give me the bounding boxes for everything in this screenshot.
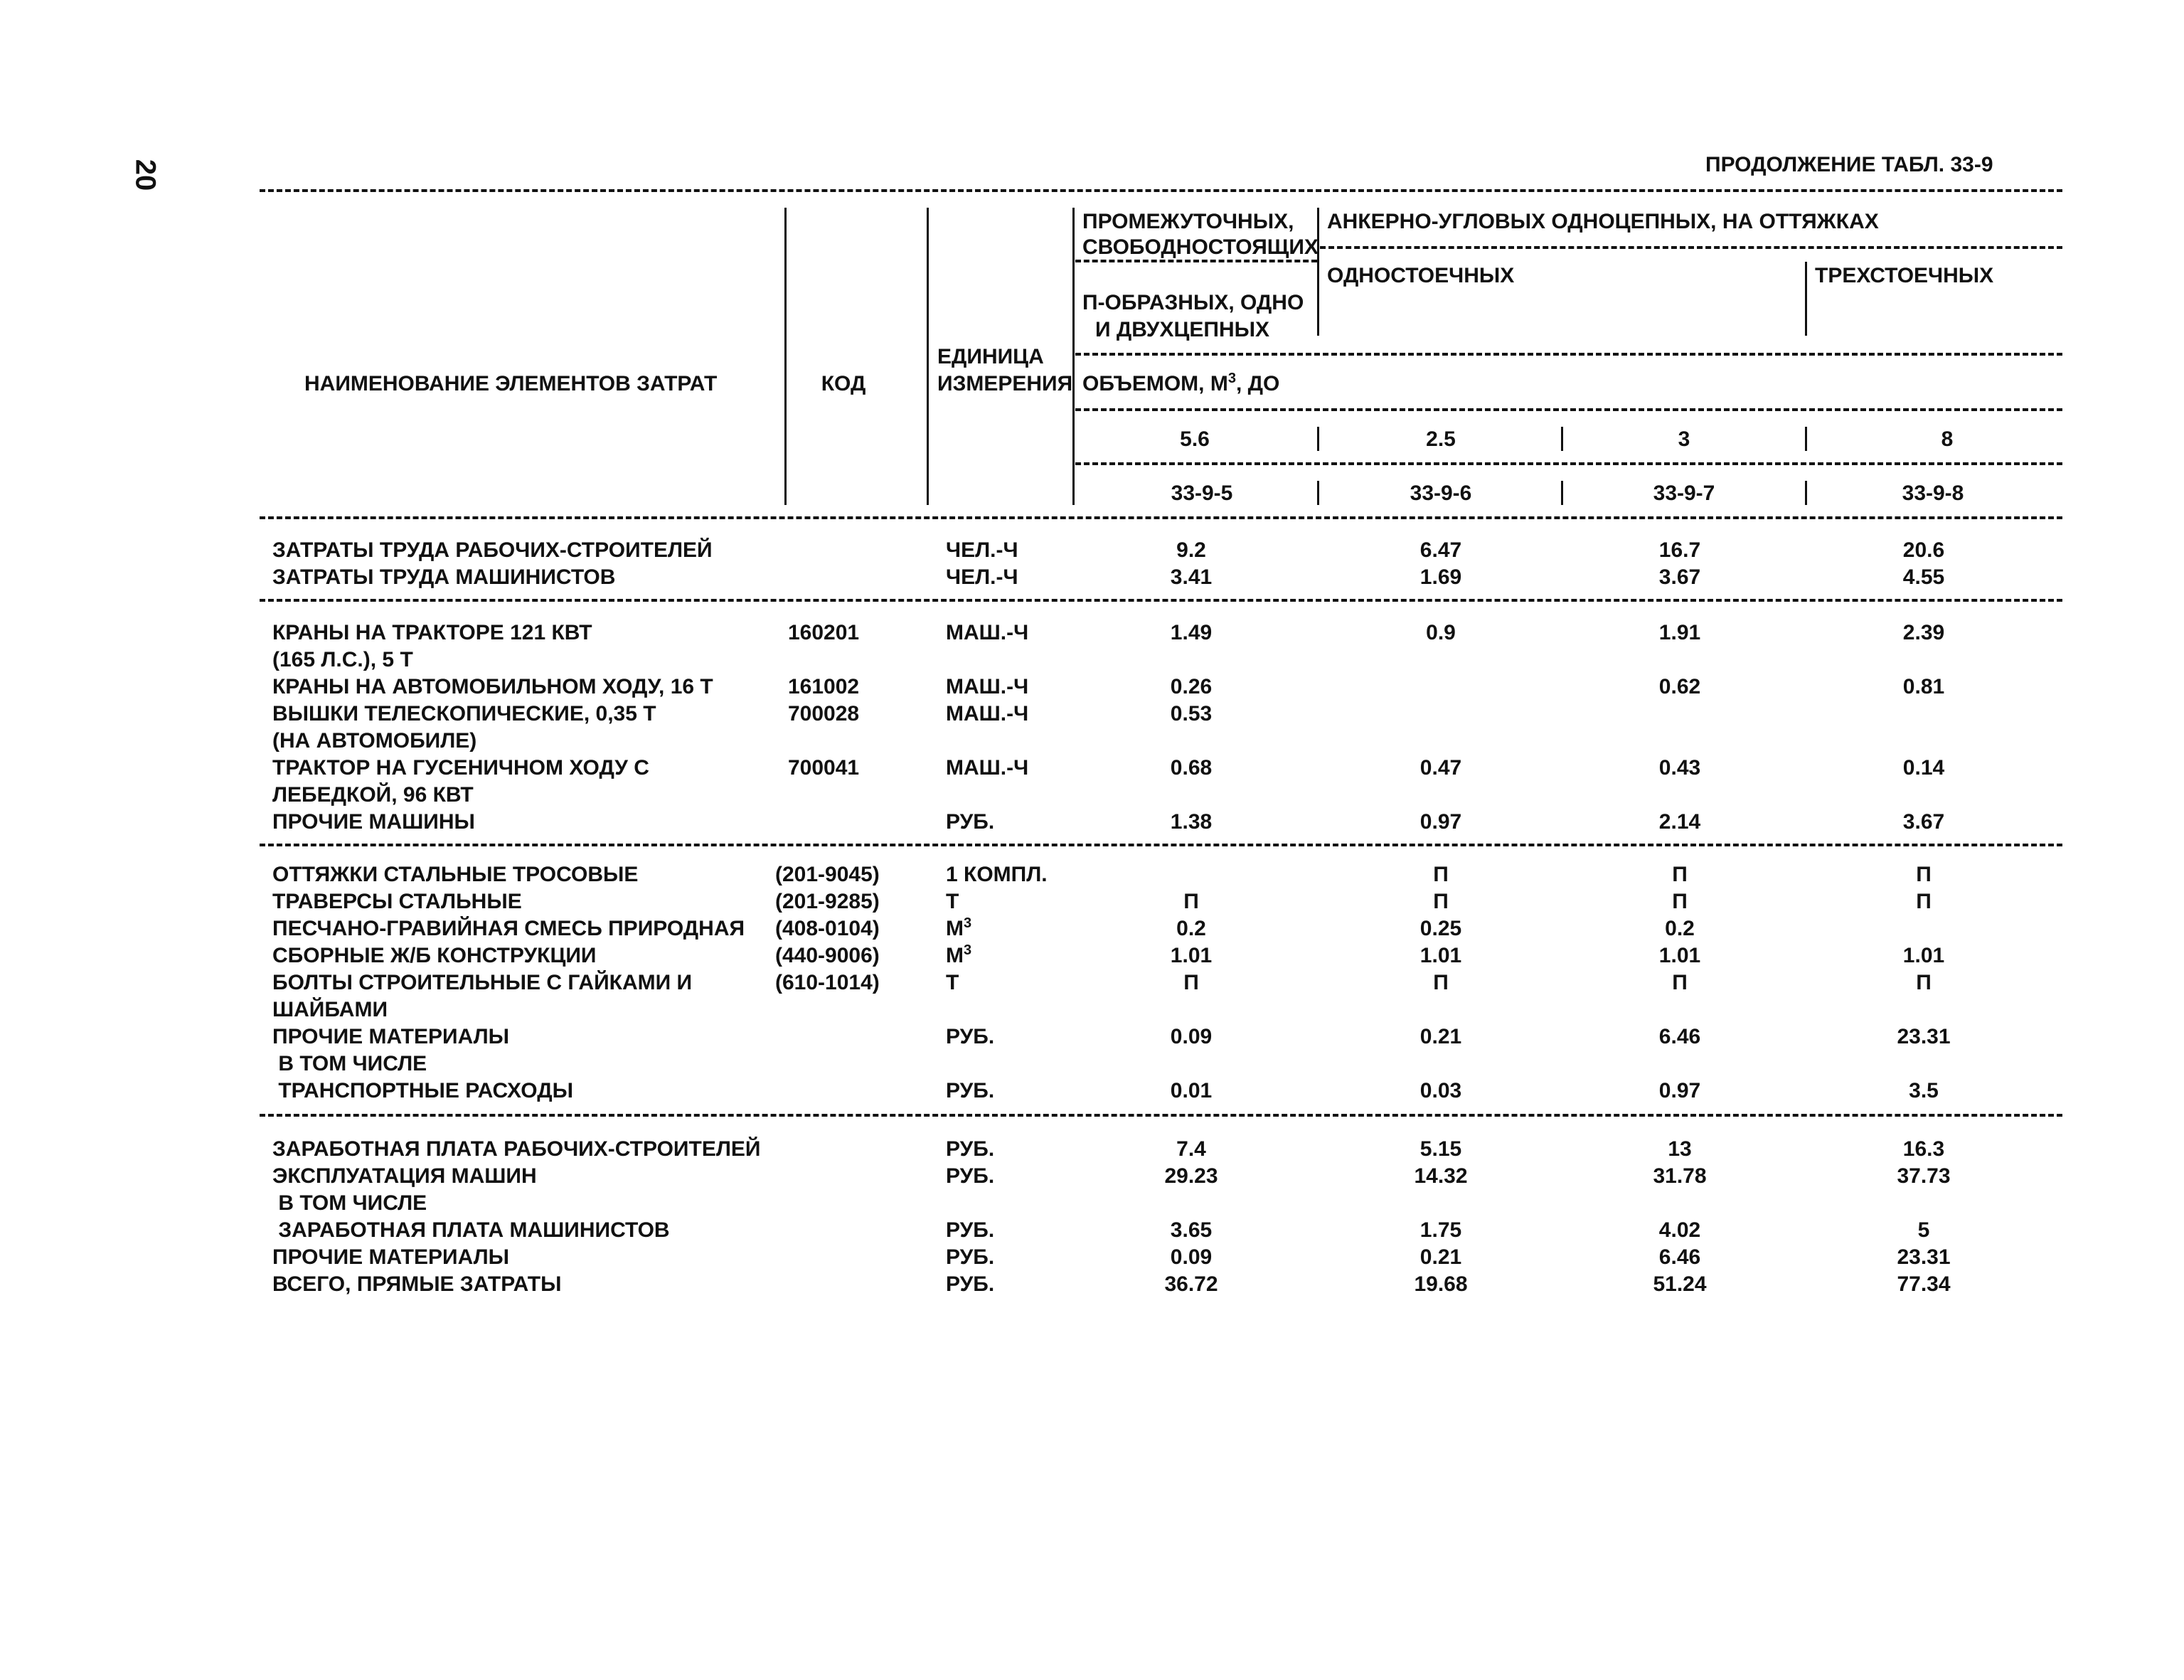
row-value-3: 51.24 xyxy=(1653,1272,1707,1296)
row-value-4: П xyxy=(1916,890,1932,913)
row-value-2: П xyxy=(1433,863,1449,886)
row-name: (НА АВТОМОБИЛЕ) xyxy=(272,729,477,753)
header-odno: ОДНОСТОЕЧНЫХ xyxy=(1327,264,1515,287)
row-name: ОТТЯЖКИ СТАЛЬНЫЕ ТРОСОВЫЕ xyxy=(272,863,639,886)
row-unit: 1 КОМПЛ. xyxy=(946,863,1048,886)
row-unit: МАШ.-Ч xyxy=(946,621,1029,644)
header-unit-line1: ЕДИНИЦА xyxy=(937,345,1044,368)
table-code-4: 33-9-8 xyxy=(1902,482,1964,505)
row-value-1: П xyxy=(1183,890,1199,913)
header-treh: ТРЕХСТОЕЧНЫХ xyxy=(1815,264,1994,287)
row-name: ПРОЧИЕ МАШИНЫ xyxy=(272,810,475,834)
section-rule-3 xyxy=(260,1114,2062,1117)
row-unit: МАШ.-Ч xyxy=(946,756,1029,780)
row-code: (440-9006) xyxy=(775,944,880,967)
page-number: 20 xyxy=(129,159,161,191)
row-unit: ЧЕЛ.-Ч xyxy=(946,565,1018,589)
row-value-2: 14.32 xyxy=(1414,1164,1468,1188)
row-value-3: 1.01 xyxy=(1658,944,1701,967)
row-value-1: 29.23 xyxy=(1164,1164,1218,1188)
row-unit: Т xyxy=(946,890,959,913)
section-rule-2 xyxy=(260,844,2062,846)
row-name: ЛЕБЕДКОЙ, 96 КВТ xyxy=(272,783,474,807)
row-value-3: 0.2 xyxy=(1665,917,1695,940)
row-code: (408-0104) xyxy=(775,917,880,940)
row-value-3: 6.46 xyxy=(1658,1025,1701,1048)
row-unit: РУБ. xyxy=(946,810,995,834)
row-value-1: 0.53 xyxy=(1170,702,1213,725)
row-unit: РУБ. xyxy=(946,1218,995,1242)
row-value-3: 0.97 xyxy=(1658,1079,1701,1102)
row-value-3: П xyxy=(1672,971,1688,994)
row-value-3: 13 xyxy=(1668,1137,1692,1161)
table-code-2: 33-9-6 xyxy=(1410,482,1472,505)
row-name: ЗАТРАТЫ ТРУДА МАШИНИСТОВ xyxy=(272,565,616,589)
row-value-4: 37.73 xyxy=(1897,1164,1951,1188)
row-unit: Т xyxy=(946,971,959,994)
header-bottom-rule xyxy=(260,516,2062,519)
row-value-2: 0.97 xyxy=(1419,810,1462,834)
row-value-1: П xyxy=(1183,971,1199,994)
row-value-1: 0.09 xyxy=(1170,1245,1213,1269)
row-value-4: 3.5 xyxy=(1909,1079,1939,1102)
row-value-3: 6.46 xyxy=(1658,1245,1701,1269)
row-value-3: П xyxy=(1672,863,1688,886)
row-value-4: 77.34 xyxy=(1897,1272,1951,1296)
row-value-4: 2.39 xyxy=(1902,621,1945,644)
row-value-2: П xyxy=(1433,971,1449,994)
vsep-code-2 xyxy=(1561,481,1563,505)
row-unit: МАШ.-Ч xyxy=(946,702,1029,725)
row-value-2: 0.21 xyxy=(1419,1245,1462,1269)
header-name: НАИМЕНОВАНИЕ ЭЛЕМЕНТОВ ЗАТРАТ xyxy=(304,372,718,395)
row-value-4: 4.55 xyxy=(1902,565,1945,589)
row-code: (610-1014) xyxy=(775,971,880,994)
vsep-code-1 xyxy=(1317,481,1319,505)
header-volume: ОБЪЕМОМ, $М^3$, ДО xyxy=(1082,371,1280,395)
header-prom-line1: ПРОМЕЖУТОЧНЫХ, xyxy=(1082,210,1294,233)
row-value-4: 0.14 xyxy=(1902,756,1945,780)
vol-value-1: 5.6 xyxy=(1180,427,1210,451)
header-top-rule xyxy=(260,189,2062,192)
section-rule-1 xyxy=(260,599,2062,602)
row-name: ТРАНСПОРТНЫЕ РАСХОДЫ xyxy=(272,1079,573,1102)
row-name: (165 Л.С.), 5 Т xyxy=(272,648,413,671)
row-code: 700041 xyxy=(788,756,860,780)
header-unit-line2: ИЗМЕРЕНИЯ xyxy=(937,372,1073,395)
row-value-4: 23.31 xyxy=(1897,1245,1951,1269)
vol-value-2: 2.5 xyxy=(1426,427,1456,451)
row-name: ПРОЧИЕ МАТЕРИАЛЫ xyxy=(272,1025,510,1048)
row-value-2: 0.21 xyxy=(1419,1025,1462,1048)
row-unit: РУБ. xyxy=(946,1079,995,1102)
row-value-3: 16.7 xyxy=(1658,538,1701,562)
table-code-3: 33-9-7 xyxy=(1653,482,1715,505)
row-value-1: 0.09 xyxy=(1170,1025,1213,1048)
row-unit: РУБ. xyxy=(946,1025,995,1048)
row-value-4: 20.6 xyxy=(1902,538,1945,562)
header-rule-values xyxy=(1075,408,2062,411)
row-value-2: 6.47 xyxy=(1419,538,1462,562)
vsep-val-3 xyxy=(1805,427,1807,451)
row-value-1: 3.41 xyxy=(1170,565,1213,589)
row-value-4: 0.81 xyxy=(1902,675,1945,698)
row-name: В ТОМ ЧИСЛЕ xyxy=(272,1191,427,1215)
row-value-1: 1.01 xyxy=(1170,944,1213,967)
row-value-2: 0.9 xyxy=(1426,621,1456,644)
col-separator-prom xyxy=(1317,208,1319,336)
row-unit: $М^3$ xyxy=(946,915,972,940)
row-value-2: 0.25 xyxy=(1419,917,1462,940)
row-code: 161002 xyxy=(788,675,860,698)
vsep-code-3 xyxy=(1805,481,1807,505)
row-value-2: 5.15 xyxy=(1419,1137,1462,1161)
header-rule-anker xyxy=(1320,246,2062,249)
header-prom-line2: СВОБОДНОСТОЯЩИХ xyxy=(1082,235,1319,259)
vsep-val-2 xyxy=(1561,427,1563,451)
row-value-3: 2.14 xyxy=(1658,810,1701,834)
row-value-1: 0.01 xyxy=(1170,1079,1213,1102)
row-value-2: 0.03 xyxy=(1419,1079,1462,1102)
row-value-4: 23.31 xyxy=(1897,1025,1951,1048)
row-name: ШАЙБАМИ xyxy=(272,998,388,1021)
row-name: ПРОЧИЕ МАТЕРИАЛЫ xyxy=(272,1245,510,1269)
row-name: ВСЕГО, ПРЯМЫЕ ЗАТРАТЫ xyxy=(272,1272,562,1296)
vol-value-3: 3 xyxy=(1678,427,1690,451)
header-rule-codes xyxy=(1075,462,2062,465)
row-unit: РУБ. xyxy=(946,1272,995,1296)
vsep-val-1 xyxy=(1317,427,1319,451)
col-separator-odno xyxy=(1805,262,1807,336)
row-value-2: 19.68 xyxy=(1414,1272,1468,1296)
row-value-1: 36.72 xyxy=(1164,1272,1218,1296)
row-value-2: 0.47 xyxy=(1419,756,1462,780)
row-name: ЗАРАБОТНАЯ ПЛАТА РАБОЧИХ-СТРОИТЕЛЕЙ xyxy=(272,1137,761,1161)
table-continuation-title: ПРОДОЛЖЕНИЕ ТАБЛ. 33-9 xyxy=(1705,153,1993,176)
header-anker: АНКЕРНО-УГЛОВЫХ ОДНОЦЕПНЫХ, НА ОТТЯЖКАХ xyxy=(1327,210,1879,233)
row-value-4: 1.01 xyxy=(1902,944,1945,967)
row-name: ЭКСПЛУАТАЦИЯ МАШИН xyxy=(272,1164,537,1188)
header-p-line2: И ДВУХЦЕПНЫХ xyxy=(1095,318,1269,341)
row-name: ЗАРАБОТНАЯ ПЛАТА МАШИНИСТОВ xyxy=(272,1218,670,1242)
row-code: (201-9045) xyxy=(775,863,880,886)
row-value-4: 16.3 xyxy=(1902,1137,1945,1161)
row-value-3: 31.78 xyxy=(1653,1164,1707,1188)
row-code: 160201 xyxy=(788,621,860,644)
header-rule-volume xyxy=(1075,353,2062,356)
row-value-4: П xyxy=(1916,863,1932,886)
row-value-3: 1.91 xyxy=(1658,621,1701,644)
row-value-1: 3.65 xyxy=(1170,1218,1213,1242)
row-value-1: 1.49 xyxy=(1170,621,1213,644)
row-unit: РУБ. xyxy=(946,1245,995,1269)
row-unit: РУБ. xyxy=(946,1164,995,1188)
row-value-1: 9.2 xyxy=(1176,538,1206,562)
row-value-2: 1.69 xyxy=(1419,565,1462,589)
table-code-1: 33-9-5 xyxy=(1171,482,1233,505)
row-unit: $М^3$ xyxy=(946,942,972,967)
row-value-1: 0.26 xyxy=(1170,675,1213,698)
row-name: ТРАКТОР НА ГУСЕНИЧНОМ ХОДУ С xyxy=(272,756,649,780)
row-name: СБОРНЫЕ Ж/Б КОНСТРУКЦИИ xyxy=(272,944,597,967)
row-value-3: 3.67 xyxy=(1658,565,1701,589)
row-value-3: 0.62 xyxy=(1658,675,1701,698)
row-unit: РУБ. xyxy=(946,1137,995,1161)
row-code: (201-9285) xyxy=(775,890,880,913)
header-code: КОД xyxy=(821,372,866,395)
row-value-4: П xyxy=(1916,971,1932,994)
row-value-1: 0.68 xyxy=(1170,756,1213,780)
row-value-1: 7.4 xyxy=(1176,1137,1206,1161)
row-name: В ТОМ ЧИСЛЕ xyxy=(272,1052,427,1075)
row-value-3: 0.43 xyxy=(1658,756,1701,780)
row-name: ТРАВЕРСЫ СТАЛЬНЫЕ xyxy=(272,890,522,913)
row-value-3: П xyxy=(1672,890,1688,913)
row-value-1: 0.2 xyxy=(1176,917,1206,940)
row-value-2: 1.01 xyxy=(1419,944,1462,967)
col-separator-code xyxy=(927,208,929,505)
row-name: ЗАТРАТЫ ТРУДА РАБОЧИХ-СТРОИТЕЛЕЙ xyxy=(272,538,713,562)
vol-value-4: 8 xyxy=(1941,427,1954,451)
header-p-line1: П-ОБРАЗНЫХ, ОДНО xyxy=(1082,291,1304,314)
row-value-4: 3.67 xyxy=(1902,810,1945,834)
row-unit: ЧЕЛ.-Ч xyxy=(946,538,1018,562)
row-name: КРАНЫ НА АВТОМОБИЛЬНОМ ХОДУ, 16 Т xyxy=(272,675,713,698)
row-value-1: 1.38 xyxy=(1170,810,1213,834)
row-name: БОЛТЫ СТРОИТЕЛЬНЫЕ С ГАЙКАМИ И xyxy=(272,971,693,994)
row-value-4: 5 xyxy=(1917,1218,1930,1242)
row-value-2: П xyxy=(1433,890,1449,913)
row-name: КРАНЫ НА ТРАКТОРЕ 121 КВТ xyxy=(272,621,592,644)
col-separator-name xyxy=(784,208,787,505)
row-value-2: 1.75 xyxy=(1419,1218,1462,1242)
row-name: ПЕСЧАНО-ГРАВИЙНАЯ СМЕСЬ ПРИРОДНАЯ xyxy=(272,917,745,940)
row-unit: МАШ.-Ч xyxy=(946,675,1029,698)
row-name: ВЫШКИ ТЕЛЕСКОПИЧЕСКИЕ, 0,35 Т xyxy=(272,702,656,725)
col-separator-unit xyxy=(1072,208,1075,505)
row-code: 700028 xyxy=(788,702,860,725)
row-value-3: 4.02 xyxy=(1658,1218,1701,1242)
